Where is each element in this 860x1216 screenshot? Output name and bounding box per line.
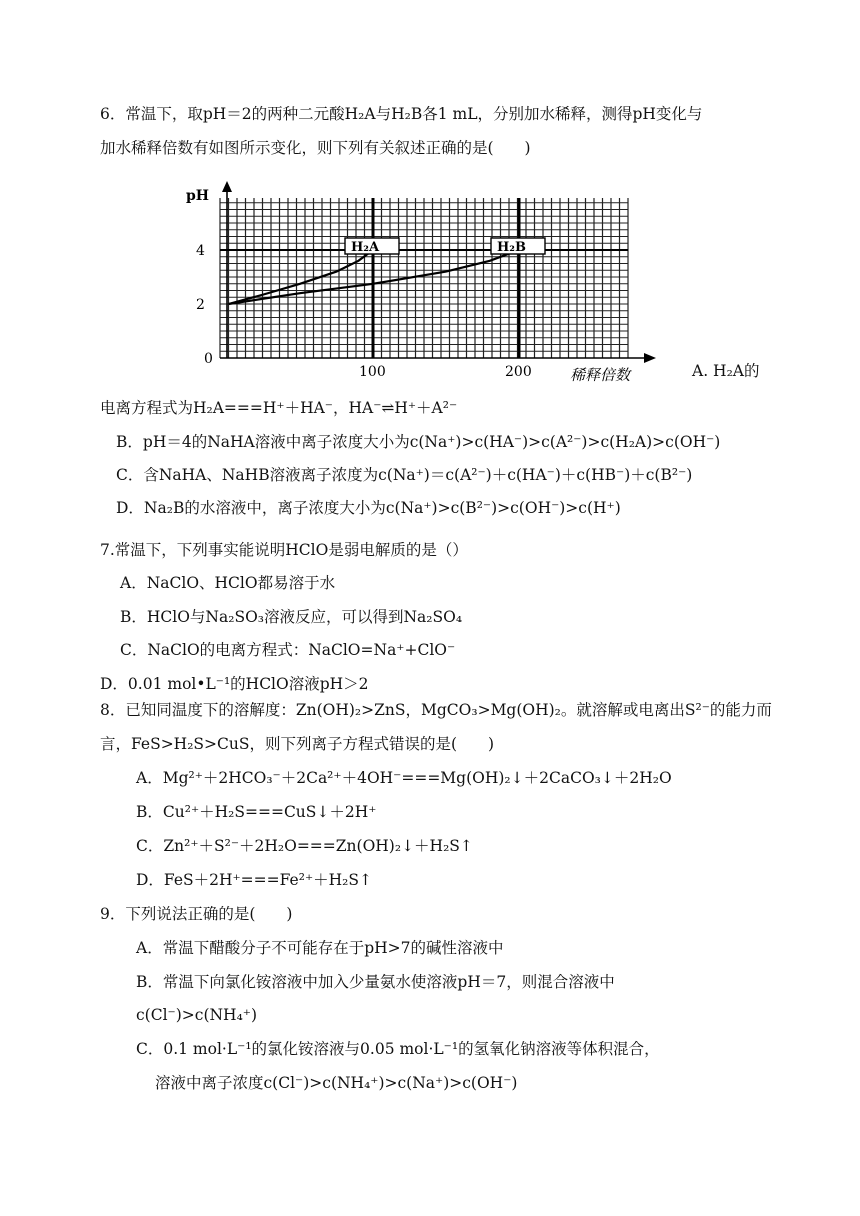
q8-option-b: B．Cu²⁺＋H₂S===CuS↓＋2H⁺ <box>136 803 377 821</box>
q7-option-d: D．0.01 mol•L⁻¹的HClO溶液pH＞2 <box>100 675 369 693</box>
q8-option-a: A．Mg²⁺＋2HCO₃⁻＋2Ca²⁺＋4OH⁻===Mg(OH)₂↓＋2CaCO₃↓＋2H₂O <box>136 769 672 787</box>
y-tick-label: 4 <box>196 243 205 259</box>
q8-option-c: C．Zn²⁺＋S²⁻＋2H₂O===Zn(OH)₂↓＋H₂S↑ <box>136 837 473 855</box>
x-tick-label: 200 <box>505 364 532 380</box>
q7-stem: 7.常温下，下列事实能说明HClO是弱电解质的是（） <box>100 541 468 559</box>
q6-option-b: B．pH＝4的NaHA溶液中离子浓度大小为c(Na⁺)>c(HA⁻)>c(A²⁻)>c(H₂A)>c(OH⁻) <box>116 433 721 451</box>
q6-stem-line2: 加水稀释倍数有如图所示变化，则下列有关叙述正确的是( ) <box>100 139 531 157</box>
q9-stem: 9．下列说法正确的是( ) <box>100 905 293 923</box>
q9-option-c-line2: 溶液中离子浓度c(Cl⁻)>c(NH₄⁺)>c(Na⁺)>c(OH⁻) <box>155 1074 518 1092</box>
y-tick-label: 2 <box>196 297 205 313</box>
q8-option-d: D．FeS＋2H⁺===Fe²⁺＋H₂S↑ <box>136 871 372 889</box>
y-tick-label: 0 <box>204 351 213 367</box>
x-axis-arrow <box>644 353 656 363</box>
q7-option-c: C．NaClO的电离方程式：NaClO=Na⁺+ClO⁻ <box>120 641 456 659</box>
ph-dilution-chart <box>186 178 680 384</box>
q9-option-b-line1: B．常温下向氯化铵溶液中加入少量氨水使溶液pH＝7，则混合溶液中 <box>136 973 615 991</box>
chart-svg <box>186 178 680 384</box>
q9-option-a: A．常温下醋酸分子不可能存在于pH>7的碱性溶液中 <box>136 939 504 957</box>
q8-stem-line1: 8．已知同温度下的溶解度：Zn(OH)₂>ZnS，MgCO₃>Mg(OH)₂。就溶解或电离出S²⁻的能力而 <box>100 701 772 719</box>
y-axis-arrow <box>222 181 232 192</box>
q9-option-c-line1: C．0.1 mol·L⁻¹的氯化铵溶液与0.05 mol·L⁻¹的氢氧化钠溶液等体积混合， <box>136 1040 660 1058</box>
q6-option-a-head: A. H₂A的 <box>692 362 760 380</box>
y-axis-label: pH <box>186 188 210 204</box>
x-tick-label: 100 <box>359 364 386 380</box>
series-label-h2a: H₂A <box>351 240 380 255</box>
x-axis-label: 稀释倍数 <box>570 366 631 384</box>
q7-option-a: A．NaClO、HClO都易溶于水 <box>120 574 336 592</box>
q8-stem-line2: 言，FeS>H₂S>CuS，则下列离子方程式错误的是( ) <box>100 735 495 753</box>
series-label-h2b: H₂B <box>497 240 526 255</box>
q6-option-d: D．Na₂B的水溶液中，离子浓度大小为c(Na⁺)>c(B²⁻)>c(OH⁻)>c(H⁺) <box>116 499 621 517</box>
q9-option-b-line2: c(Cl⁻)>c(NH₄⁺) <box>136 1006 258 1024</box>
q7-option-b: B．HClO与Na₂SO₃溶液反应，可以得到Na₂SO₄ <box>120 608 463 626</box>
q6-option-c: C．含NaHA、NaHB溶液离子浓度为c(Na⁺)＝c(A²⁻)＋c(HA⁻)＋c(HB⁻)＋c(B²⁻) <box>116 466 693 484</box>
q6-option-a-equation: 电离方程式为H₂A===H⁺＋HA⁻，HA⁻⇌H⁺＋A²⁻ <box>100 399 458 417</box>
q6-stem-line1: 6．常温下，取pH＝2的两种二元酸H₂A与H₂B各1 mL，分别加水稀释，测得pH变化与 <box>100 105 703 123</box>
